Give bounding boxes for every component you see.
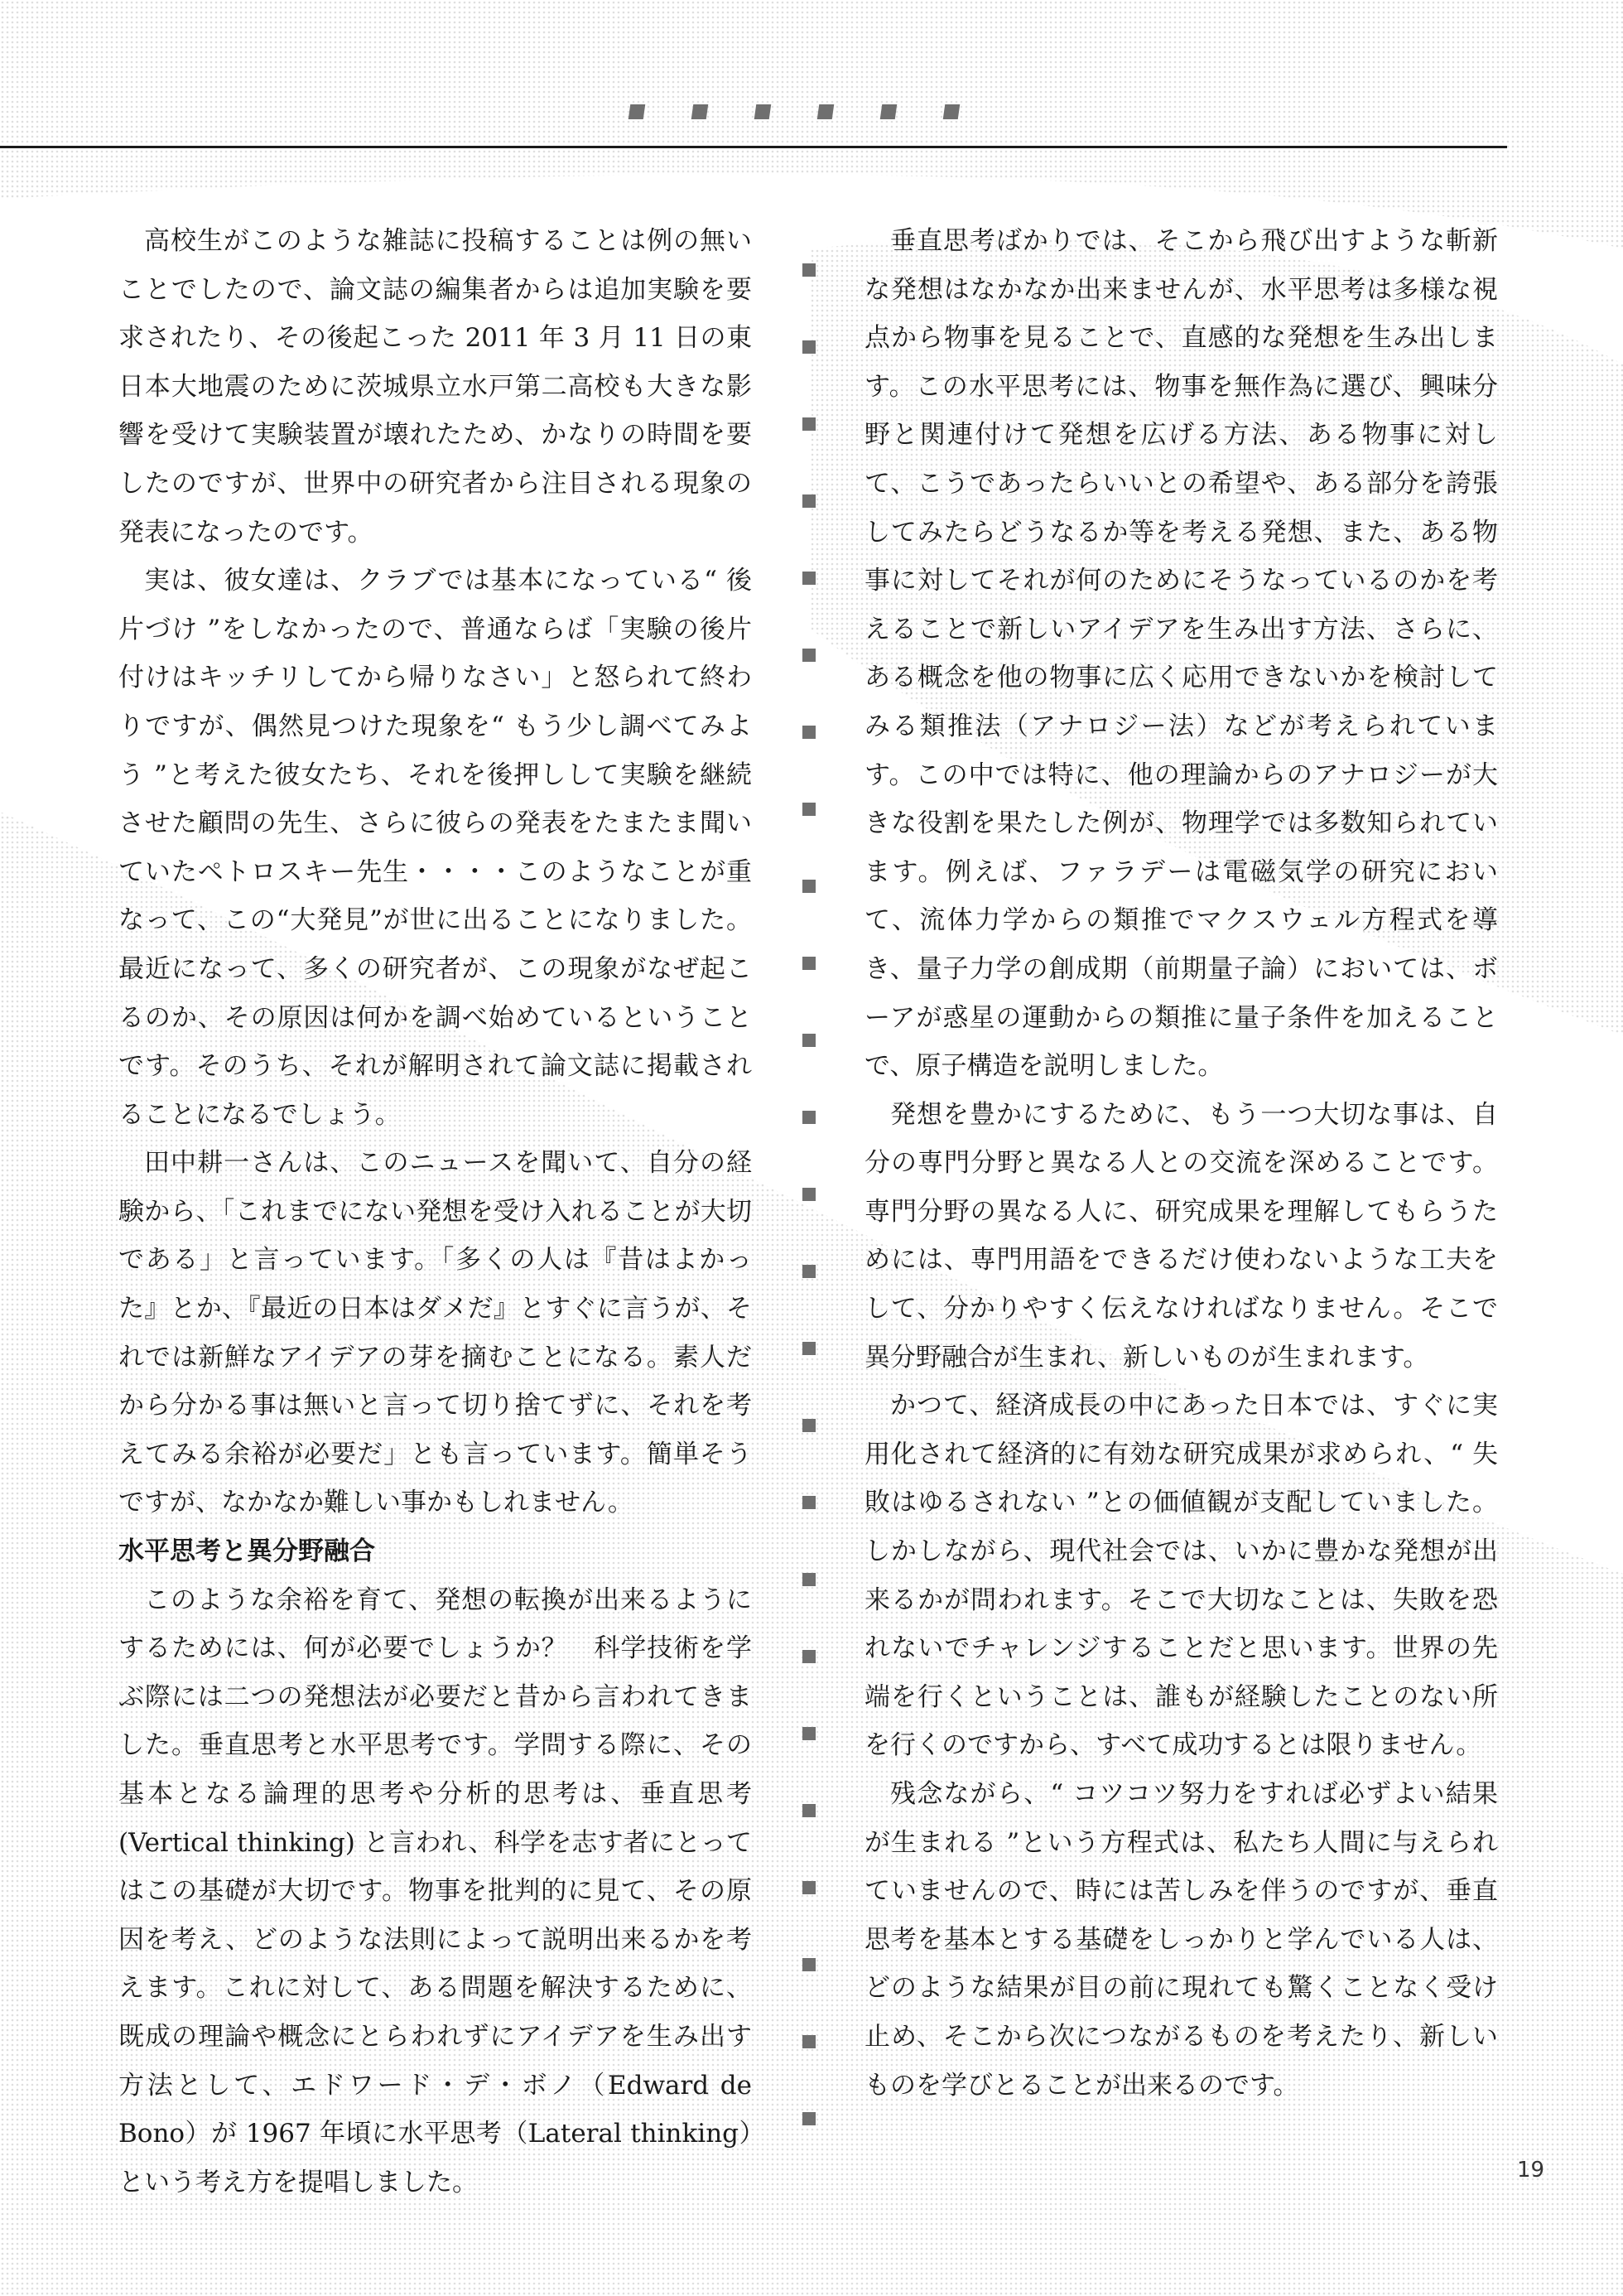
header-rule (0, 146, 1507, 148)
body-paragraph: かつて、経済成長の中にあった日本では、すぐに実用化されて経済的に有効な研究成果が求められ、“ 失敗はゆるされない ”との価値観が支配していました。しかしながら、現代社会では、いかに豊かな発想が出来るかが問われます。そこで大切なことは、失敗を恐れないでチャレンジすることだと思います。世界の先端を行くということは、誰もが経験したことのない所を行くのですから、すべて成功するとは限りません。 (864, 1391, 1498, 1761)
divider-square-icon (802, 1342, 816, 1355)
divider-square-icon (802, 1727, 816, 1740)
page-number: 19 (1517, 2158, 1545, 2183)
divider-square-icon (802, 1188, 816, 1201)
marker-square-icon (817, 104, 835, 119)
body-paragraph: このような余裕を育て、発想の転換が出来るようにするためには、何が必要でしょうか？ 科学技術を学ぶ際には二つの発想法が必要だと昔から言われてきました。垂直思考と水平思考です。学問する際に、その基本となる論理的思考や分析的思考は、垂直思考 (Vertical thinking) と言われ、科学を志す者にとってはこの基礎が大切です。物事を批判的に見て、その原因を考え、どのような法則によって説明出来るかを考えます。これに対して、ある問題を解決するために、既成の理論や概念にとらわれずにアイデアを生み出す方法として、エドワード・デ・ボノ（Edward de Bono）が 1967 年頃に水平思考（Lateral thinking）という考え方を提唱しました。 (118, 1585, 752, 2197)
section-heading: 水平思考と異分野融合 (118, 1536, 375, 1567)
divider-square-icon (802, 2035, 816, 2048)
divider-square-icon (802, 572, 816, 585)
divider-square-icon (802, 1111, 816, 1124)
divider-square-icon (802, 340, 816, 354)
body-paragraph: 高校生がこのような雑誌に投稿することは例の無いことでしたので、論文誌の編集者からは追加実験を要求されたり、その後起こった 2011 年 3 月 11 日の東日本大地震のために茨城県立水戸第二高校も大きな影響を受けて実験装置が壊れたため、かなりの時間を要したのですが、世界中の研究者から注目される現象の発表になったのです。 (118, 226, 752, 547)
divider-square-icon (802, 803, 816, 816)
left-column (118, 217, 752, 2207)
marker-square-icon (943, 104, 961, 119)
divider-square-icon (802, 957, 816, 970)
divider-square-icon (802, 1265, 816, 1278)
divider-square-icon (802, 1419, 816, 1432)
header-square-markers (629, 104, 959, 119)
divider-square-icon (802, 1958, 816, 1971)
divider-square-icon (802, 1804, 816, 1817)
marker-square-icon (691, 104, 709, 119)
divider-square-icon (802, 2112, 816, 2125)
divider-square-icon (802, 649, 816, 662)
marker-square-icon (754, 104, 772, 119)
body-paragraph: 垂直思考ばかりでは、そこから飛び出すような斬新な発想はなかなか出来ませんが、水平思考は多様な視点から物事を見ることで、直感的な発想を生み出します。この水平思考には、物事を無作為に選び、興味分野と関連付けて発想を広げる方法、ある物事に対して、こうであったらいいとの希望や、ある部分を誇張してみたらどうなるか等を考える発想、また、ある物事に対してそれが何のためにそうなっているのかを考えることで新しいアイデアを生み出す方法、さらに、ある概念を他の物事に広く応用できないかを検討してみる類推法（アナロジー法）などが考えられています。この中では特に、他の理論からのアナロジーが大きな役割を果たした例が、物理学では多数知られています。例えば、ファラデーは電磁気学の研究において、流体力学からの類推でマクスウェル方程式を導き、量子力学の創成期（前期量子論）においては、ボーアが惑星の運動からの類推に量子条件を加えることで、原子構造を説明しました。 (864, 226, 1498, 1082)
divider-square-icon (802, 494, 816, 508)
body-paragraph: 実は、彼女達は、クラブでは基本になっている“ 後片づけ ”をしなかったので、普通ならば「実験の後片付けはキッチリしてから帰りなさい」と怒られて終わりですが、偶然見つけた現象を“ もう少し調べてみよう ”と考えた彼女たち、それを後押しして実験を継続させた顧問の先生、さらに彼らの発表をたまたま聞いていたペトロスキー先生・・・・このようなことが重なって、この“大発見”が世に出ることになりました。最近になって、多くの研究者が、この現象がなぜ起こるのか、その原因は何かを調べ始めているということです。そのうち、それが解明されて論文誌に掲載されることになるでしょう。 (118, 566, 752, 1130)
marker-square-icon (880, 104, 898, 119)
divider-square-icon (802, 1573, 816, 1586)
body-paragraph: 発想を豊かにするために、もう一つ大切な事は、自分の専門分野と異なる人との交流を深めることです。専門分野の異なる人に、研究成果を理解してもらうためには、専門用語をできるだけ使わないような工夫をして、分かりやすく伝えなければなりません。そこで異分野融合が生まれ、新しいものが生まれます。 (864, 1099, 1498, 1372)
divider-square-icon (802, 1034, 816, 1047)
divider-square-icon (802, 726, 816, 739)
halftone-top-band (0, 0, 1623, 248)
marker-square-icon (628, 104, 646, 119)
body-paragraph: 田中耕一さんは、このニュースを聞いて、自分の経験から、「これまでにない発想を受け入れることが大切である」と言っています。「多くの人は『昔はよかった』とか、『最近の日本はダメだ』とすぐに言うが、それでは新鮮なアイデアの芽を摘むことになる。素人だから分かる事は無いと言って切り捨てずに、それを考えてみる余裕が必要だ」とも言っています。簡単そうですが、なかなか難しい事かもしれません。 (118, 1148, 752, 1518)
body-paragraph: 残念ながら、“ コツコツ努力をすれば必ずよい結果が生まれる ”という方程式は、私たち人間に与えられていませんので、時には苦しみを伴うのですが、垂直思考を基本とする基礎をしっかりと学んでいる人は、どのような結果が目の前に現れても驚くことなく受け止め、そこから次につながるものを考えたり、新しいものを学びとることが出来るのです。 (864, 1779, 1498, 2101)
divider-square-icon (802, 417, 816, 431)
divider-square-icon (802, 1881, 816, 1894)
divider-square-icon (802, 880, 816, 893)
divider-square-icon (802, 1650, 816, 1663)
divider-square-icon (802, 263, 816, 277)
divider-square-icon (802, 1496, 816, 1509)
right-column (864, 217, 1498, 2110)
